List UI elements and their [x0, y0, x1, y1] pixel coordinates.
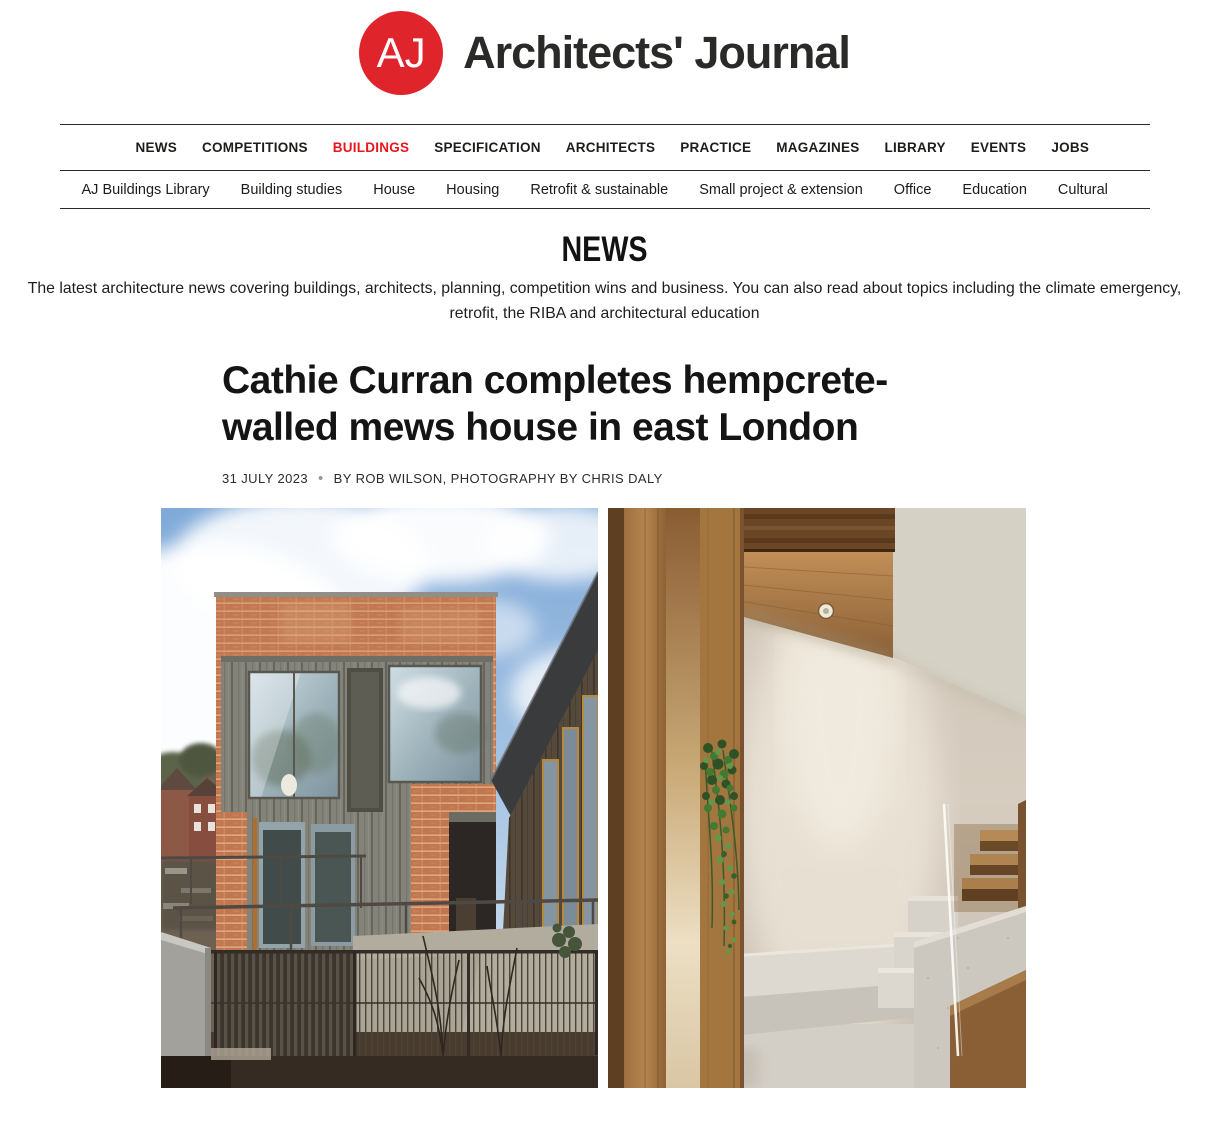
nav-item[interactable]: LIBRARY	[884, 140, 946, 155]
aj-logo-text: AJ	[376, 29, 426, 76]
nav-item[interactable]: NEWS	[135, 140, 177, 155]
nav-item[interactable]: SPECIFICATION	[434, 140, 541, 155]
subnav-item[interactable]: Small project & extension	[699, 181, 863, 198]
subnav-item[interactable]: Education	[962, 181, 1027, 198]
primary-nav	[60, 125, 1150, 171]
article-byline-row	[222, 471, 1209, 486]
subnav-item[interactable]: House	[373, 181, 416, 198]
subnav-item[interactable]: Cultural	[1057, 181, 1108, 198]
aj-logo[interactable]	[359, 11, 443, 95]
subnav-item[interactable]: AJ Buildings Library	[81, 181, 210, 198]
primary-nav-list	[60, 125, 1150, 171]
byline-separator: •	[318, 470, 324, 487]
nav-item[interactable]: EVENTS	[970, 140, 1027, 155]
nav-item[interactable]: ARCHITECTS	[565, 140, 656, 155]
nav-item[interactable]: MAGAZINES	[776, 140, 860, 155]
nav-bar	[60, 124, 1150, 209]
nav-item[interactable]: PRACTICE	[680, 140, 752, 155]
section-title: NEWS	[561, 230, 648, 269]
nav-item[interactable]: COMPETITIONS	[202, 140, 308, 155]
nav-item[interactable]: JOBS	[1051, 140, 1090, 155]
photo-interior	[608, 508, 1026, 1088]
subnav-item[interactable]: Retrofit & sustainable	[530, 181, 669, 198]
article-photos	[161, 508, 1209, 1088]
article-byline: BY ROB WILSON, PHOTOGRAPHY BY CHRIS DALY	[333, 471, 663, 486]
brand-name: Architects' Journal	[463, 27, 850, 78]
section-description: The latest architecture news covering buildings, architects, planning, competition wins and business. You can also read about topics including the climate emergency, retrofit, the RIBA and architectural education	[27, 280, 1182, 322]
article	[222, 357, 1209, 486]
secondary-nav-list	[60, 171, 1150, 208]
article-title: Cathie Curran completes hempcrete-walled mews house in east London	[222, 359, 888, 449]
subnav-item[interactable]: Office	[893, 181, 932, 198]
nav-item[interactable]: BUILDINGS	[332, 140, 410, 155]
article-date: 31 JULY 2023	[222, 471, 308, 486]
subnav-item[interactable]: Housing	[446, 181, 500, 198]
site-header	[0, 0, 1209, 93]
photo-exterior	[161, 508, 598, 1088]
subnav-item[interactable]: Building studies	[240, 181, 343, 198]
secondary-nav	[60, 171, 1150, 208]
